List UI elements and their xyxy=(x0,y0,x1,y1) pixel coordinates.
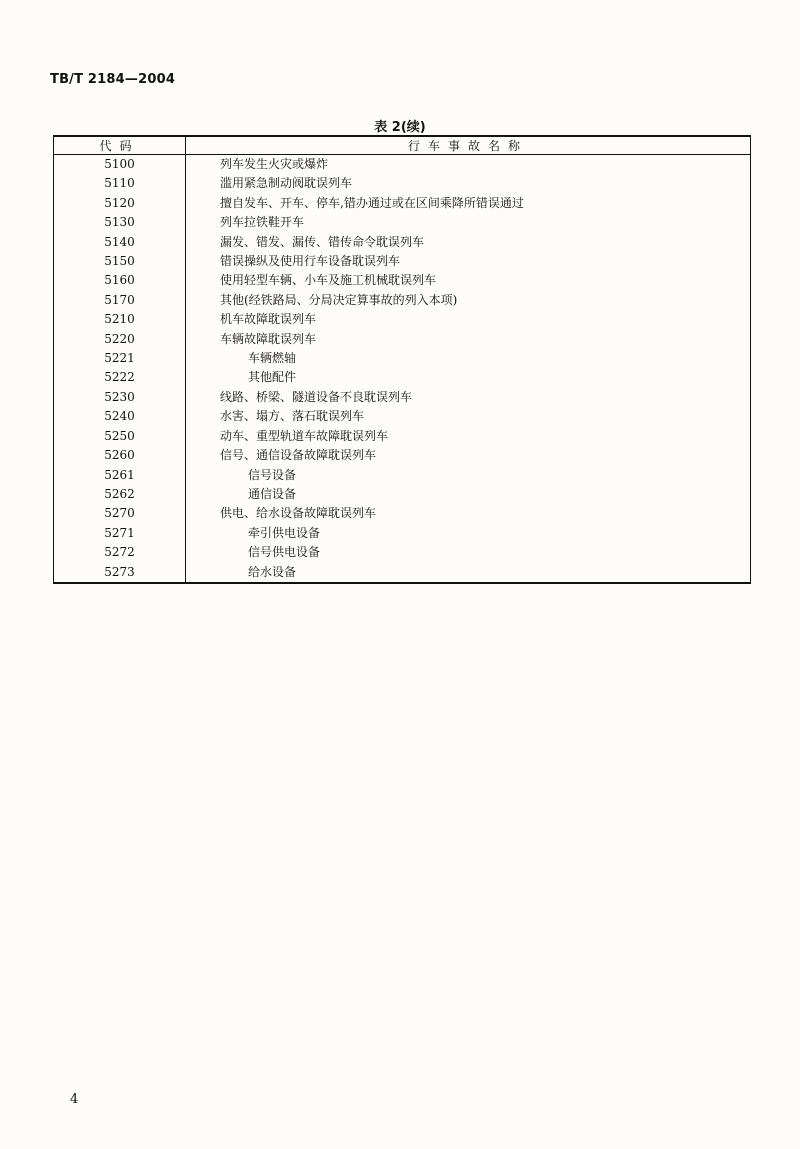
row-code: 5110 xyxy=(54,174,186,193)
row-name: 车辆故障耽误列车 xyxy=(220,331,317,346)
table-row xyxy=(54,368,751,387)
row-code: 5271 xyxy=(54,524,186,543)
row-code: 5270 xyxy=(54,504,186,523)
column-header-code: 代码 xyxy=(54,136,186,155)
row-name: 列车拉铁鞋开车 xyxy=(220,215,305,230)
row-name: 牵引供电设备 xyxy=(248,525,321,540)
row-name: 线路、桥梁、隧道设备不良耽误列车 xyxy=(220,389,413,404)
table-row xyxy=(54,504,751,523)
table-row xyxy=(54,233,751,252)
table-row xyxy=(54,466,751,485)
row-name: 其他配件 xyxy=(248,370,297,385)
row-code: 5222 xyxy=(54,368,186,387)
table-row xyxy=(54,310,751,329)
row-code: 5140 xyxy=(54,233,186,252)
row-code: 5130 xyxy=(54,213,186,232)
table-row xyxy=(54,271,751,290)
table-row xyxy=(54,330,751,349)
row-name: 供电、给水设备故障耽误列车 xyxy=(220,506,377,521)
row-code: 5150 xyxy=(54,252,186,271)
table-body xyxy=(54,155,751,583)
table-row xyxy=(54,524,751,543)
row-name: 信号设备 xyxy=(248,467,297,482)
table-row xyxy=(54,407,751,426)
row-name: 通信设备 xyxy=(248,486,297,501)
table-row xyxy=(54,563,751,583)
row-name: 列车发生火灾或爆炸 xyxy=(220,157,329,171)
table-caption: 表 2(续) xyxy=(374,120,426,135)
row-code: 5273 xyxy=(54,563,186,583)
table-row xyxy=(54,155,751,175)
row-code: 5100 xyxy=(54,155,186,175)
row-name: 信号、通信设备故障耽误列车 xyxy=(220,448,377,463)
table-row xyxy=(54,291,751,310)
table-row xyxy=(54,427,751,446)
table-row xyxy=(54,446,751,465)
table-row xyxy=(54,349,751,368)
row-code: 5230 xyxy=(54,388,186,407)
row-name: 动车、重型轨道车故障耽误列车 xyxy=(220,428,389,443)
row-code: 5250 xyxy=(54,427,186,446)
row-name: 擅自发车、开车、停车,错办通过或在区间乘降所错误通过 xyxy=(220,195,524,210)
row-name: 信号供电设备 xyxy=(248,545,321,560)
table-header-row xyxy=(54,136,751,155)
page-number: 4 xyxy=(70,1092,79,1107)
row-code: 5221 xyxy=(54,349,186,368)
standard-id: TB/T 2184—2004 xyxy=(50,72,176,87)
row-name: 水害、塌方、落石耽误列车 xyxy=(220,409,365,424)
accident-code-table xyxy=(53,135,751,584)
row-code: 5260 xyxy=(54,446,186,465)
row-code: 5240 xyxy=(54,407,186,426)
row-name: 使用轻型车辆、小车及施工机械耽误列车 xyxy=(220,273,437,288)
table-row xyxy=(54,485,751,504)
table-row xyxy=(54,252,751,271)
row-name: 滥用紧急制动阀耽误列车 xyxy=(220,176,353,191)
row-code: 5261 xyxy=(54,466,186,485)
row-name: 漏发、错发、漏传、错传命令耽误列车 xyxy=(220,234,425,249)
row-name: 错误操纵及使用行车设备耽误列车 xyxy=(220,254,401,269)
row-code: 5120 xyxy=(54,194,186,213)
table-row xyxy=(54,388,751,407)
row-code: 5170 xyxy=(54,291,186,310)
column-header-name: 行车事故名称 xyxy=(186,136,751,155)
row-name: 其他(经铁路局、分局决定算事故的列入本项) xyxy=(220,292,458,307)
row-code: 5262 xyxy=(54,485,186,504)
row-code: 5210 xyxy=(54,310,186,329)
row-name: 车辆燃轴 xyxy=(248,351,297,366)
row-name: 给水设备 xyxy=(248,564,297,579)
table-row xyxy=(54,213,751,232)
table-row xyxy=(54,194,751,213)
row-code: 5160 xyxy=(54,271,186,290)
row-name: 机车故障耽误列车 xyxy=(220,312,317,327)
table-row xyxy=(54,543,751,562)
row-code: 5220 xyxy=(54,330,186,349)
row-code: 5272 xyxy=(54,543,186,562)
table-row xyxy=(54,174,751,193)
